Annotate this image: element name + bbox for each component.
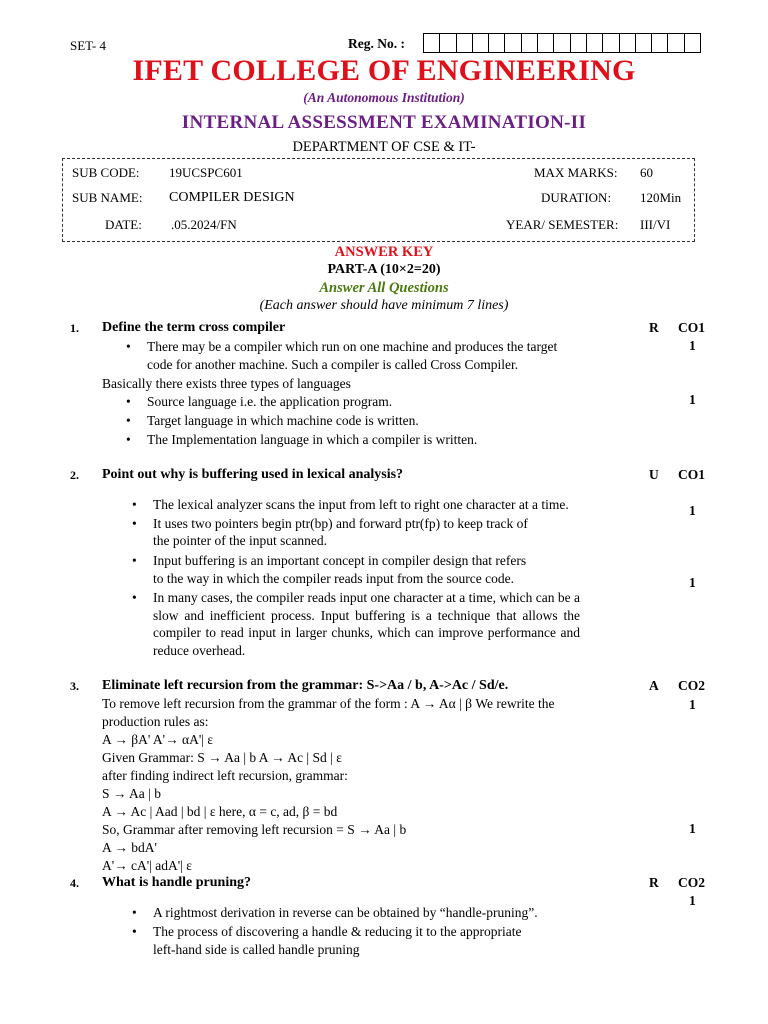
answer-text: A'→ cA'| adA'| ε [102,858,192,873]
bullet-item: • Source language i.e. the application program. [147,394,392,410]
mark-value: 1 [689,821,696,836]
reg-no-box [553,33,570,53]
date-value: .05.2024/FN [171,217,237,232]
mark-value: 1 [689,575,696,590]
sub-code-label: SUB CODE: [72,165,140,180]
question-title: Point out why is buffering used in lexical analysis? [102,467,404,482]
reg-no-box [521,33,538,53]
question-co: CO1 [678,320,705,335]
bullet-item: • It uses two pointers begin ptr(bp) and forward ptr(fp) to keep track of [153,516,528,532]
reg-no-box [619,33,636,53]
reg-no-box [488,33,505,53]
question-number: 4. [70,876,79,890]
part-a-heading: PART-A (10×2=20) [327,262,441,277]
reg-no-box [684,33,701,53]
reg-no-box [423,33,440,53]
bullet-continuation: the pointer of the input scanned. [153,533,327,548]
max-marks-label: MAX MARKS: [534,165,618,180]
question-number: 2. [70,468,79,482]
set-number: SET- 4 [70,38,106,53]
mark-value: 1 [689,697,696,712]
answer-text: A → βA' A'→ αA'| ε [102,732,213,747]
question-number: 1. [70,321,79,335]
reg-no-box [602,33,619,53]
sub-code-value: 19UCSPC601 [169,165,243,180]
question-level: R [649,875,659,890]
reg-no-box [439,33,456,53]
date-label: DATE: [105,217,142,232]
mark-value: 1 [689,503,696,518]
reg-no-box [537,33,554,53]
question-co: CO2 [678,875,705,890]
bullet-item: • A rightmost derivation in reverse can be obtained by “handle-pruning”. [153,905,538,921]
year-semester-label: YEAR/ SEMESTER: [506,217,619,232]
answer-text: So, Grammar after removing left recursion = S → Aa | b [102,822,407,837]
sub-name-label: SUB NAME: [72,190,143,205]
mark-value: 1 [689,392,696,407]
bullet-item: • In many cases, the compiler reads input one character at a time, which can be a slow and inefficient process. Input buffering is a technique that allows the compiler to read input in larger chunks, which can improve performance and reduce overhead. [153,589,580,659]
question-title: Define the term cross compiler [102,320,286,335]
answer-text: after finding indirect left recursion, grammar: [102,768,348,783]
exam-title: INTERNAL ASSESSMENT EXAMINATION-II [181,112,587,133]
reg-no-box [456,33,473,53]
college-name: IFET COLLEGE OF ENGINEERING [132,54,636,87]
question-title: Eliminate left recursion from the grammar: S->Aa / b, A->Ac / Sd/e. [102,678,509,693]
reg-no-label: Reg. No. : [348,36,405,51]
answer-text: To remove left recursion from the grammar of the form : A → Aα | β We rewrite the [102,696,555,711]
question-level: A [649,678,659,693]
bullet-item: • The process of discovering a handle & reducing it to the appropriate [153,924,522,940]
question-level: R [649,320,659,335]
bullet-continuation: to the way in which the compiler reads input from the source code. [153,571,515,586]
instruction-text: (Each answer should have minimum 7 lines) [259,298,509,313]
duration-value: 120Min [640,190,682,205]
autonomous-subtitle: (An Autonomous Institution) [303,90,465,105]
answer-text: Basically there exists three types of languages [102,376,351,391]
duration-label: DURATION: [541,190,612,205]
reg-no-box [667,33,684,53]
question-number: 3. [70,679,79,693]
bullet-continuation: code for another machine. Such a compiler is called Cross Compiler. [147,357,519,372]
answer-all-heading: Answer All Questions [319,280,449,296]
reg-no-box [586,33,603,53]
answer-text: Given Grammar: S → Aa | b A → Ac | Sd | ε [102,750,342,765]
answer-key-heading: ANSWER KEY [334,244,434,260]
reg-no-box [570,33,587,53]
question-co: CO2 [678,678,705,693]
mark-value: 1 [689,338,696,353]
question-level: U [649,467,659,482]
reg-no-box [635,33,652,53]
mark-value: 1 [689,893,696,908]
question-title: What is handle pruning? [102,875,251,890]
answer-text: A → Ac | Aad | bd | ε here, α = c, ad, β = bd [102,804,338,819]
reg-no-boxes [424,33,701,53]
year-semester-value: III/VI [640,217,671,232]
bullet-continuation: left-hand side is called handle pruning [153,942,360,957]
department: DEPARTMENT OF CSE & IT- [292,139,476,155]
reg-no-box [472,33,489,53]
max-marks-value: 60 [640,165,653,180]
answer-text: S → Aa | b [102,786,161,801]
answer-text: A → bdA' [102,840,157,855]
bullet-item: • Input buffering is an important concept in compiler design that refers [153,553,526,569]
bullet-item: • Target language in which machine code is written. [147,413,419,429]
answer-text: production rules as: [102,714,209,729]
bullet-item: • There may be a compiler which run on one machine and produces the target [147,339,557,355]
bullet-item: • The Implementation language in which a compiler is written. [147,432,477,448]
bullet-item: • The lexical analyzer scans the input from left to right one character at a time. [153,497,569,513]
sub-name-value: COMPILER DESIGN [169,190,295,205]
reg-no-box [651,33,668,53]
question-co: CO1 [678,467,705,482]
reg-no-box [504,33,521,53]
